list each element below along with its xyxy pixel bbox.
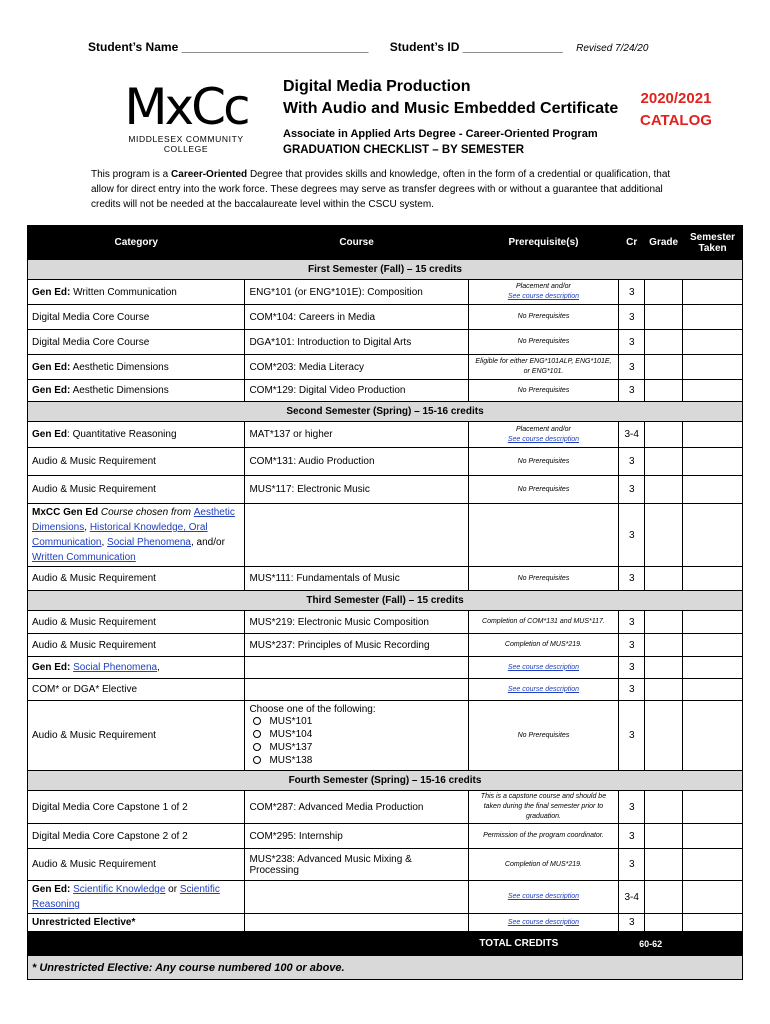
mxcc-logo [106, 78, 266, 154]
course [245, 914, 468, 932]
course [245, 881, 468, 914]
credits: 3 [619, 448, 645, 476]
gen-ed-link[interactable]: Historical Knowledge, Oral Communication [32, 522, 208, 548]
credits: 3 [619, 280, 645, 305]
option-label: MUS*137 [269, 742, 313, 753]
category: Audio & Music Requirement [28, 701, 245, 771]
grade-cell[interactable] [645, 849, 683, 881]
credits: 3 [619, 849, 645, 881]
semester-taken-cell[interactable] [683, 280, 743, 305]
intro-paragraph [91, 167, 691, 212]
prereq: Permission of the program coordinator. [468, 824, 619, 849]
prereq: Completion of MUS*219. [468, 849, 619, 881]
credits: 3 [619, 679, 645, 701]
total-row [28, 932, 743, 956]
grade-cell[interactable] [645, 504, 683, 567]
course: COM*287: Advanced Media Production [245, 791, 468, 824]
category-bold: Gen Ed: [32, 361, 71, 373]
col-cr: Cr [619, 226, 645, 260]
semester-taken-cell[interactable] [683, 849, 743, 881]
col-prereq: Prerequisite(s) [468, 226, 619, 260]
prereq: No Prerequisites [468, 476, 619, 504]
prereq [468, 504, 619, 567]
grade-cell[interactable] [645, 679, 683, 701]
course-description-link[interactable]: See course description [507, 293, 580, 300]
radio-circle-icon[interactable] [253, 756, 261, 764]
category-bold: Gen Ed: [32, 662, 71, 673]
course [245, 679, 468, 701]
semester-3-label: Third Semester (Fall) – 15 credits [28, 591, 743, 611]
logo-college-name: MIDDLESEX COMMUNITY COLLEGE [128, 134, 244, 154]
semester-taken-cell[interactable] [683, 657, 743, 679]
semester-taken-cell[interactable] [683, 448, 743, 476]
grade-cell[interactable] [645, 380, 683, 402]
category-bold: Gen Ed: [32, 286, 71, 298]
course-description-link[interactable]: See course description [507, 918, 580, 926]
course-option[interactable] [253, 728, 463, 741]
semester-taken-cell[interactable] [683, 380, 743, 402]
col-semester-taken: Semester Taken [683, 226, 743, 260]
credits: 3 [619, 657, 645, 679]
table-row: MxCC Gen Ed Course chosen from Aesthetic Dimensions, Historical Knowledge, Oral Communication, Social Phenomena, and/or Written Communication 3 [28, 504, 743, 567]
credits: 3 [619, 634, 645, 657]
category: Audio & Music Requirement [28, 849, 245, 881]
table-row [28, 305, 743, 330]
category: Audio & Music Requirement [28, 567, 245, 591]
grade-cell[interactable] [645, 422, 683, 448]
student-name-field[interactable]: Student’s Name ____________________________ [88, 40, 369, 54]
category: : Quantitative Reasoning [67, 429, 177, 440]
credits: 3 [619, 504, 645, 567]
course-description-link[interactable]: See course description [507, 685, 580, 693]
table-row [28, 914, 743, 932]
grade-cell[interactable] [645, 611, 683, 634]
category: Digital Media Core Capstone 2 of 2 [28, 824, 245, 849]
checklist-title: GRADUATION CHECKLIST – BY SEMESTER [283, 144, 525, 156]
gen-ed-link[interactable]: Social Phenomena [107, 537, 191, 548]
semester-taken-cell[interactable] [683, 881, 743, 914]
course: COM*295: Internship [245, 824, 468, 849]
prereq: Eligible for either ENG*101ALP, ENG*101E, or ENG*101. [468, 355, 619, 380]
option-label: MUS*138 [269, 755, 313, 766]
intro-bold: Career-Oriented [171, 169, 248, 180]
student-id-field[interactable]: Student’s ID _______________ [389, 40, 563, 54]
col-course: Course [245, 226, 468, 260]
table-row [28, 824, 743, 849]
semester-1-label: First Semester (Fall) – 15 credits [28, 260, 743, 280]
semester-4-label: Fourth Semester (Spring) – 15-16 credits [28, 771, 743, 791]
course-option[interactable] [253, 715, 463, 728]
prereq: No Prerequisites [468, 448, 619, 476]
connector-text: , and/or [191, 537, 225, 548]
semester-taken-cell[interactable] [683, 422, 743, 448]
table-row [28, 330, 743, 355]
credits: 3 [619, 791, 645, 824]
semester-header [28, 771, 743, 791]
table-row [28, 567, 743, 591]
table-row [28, 380, 743, 402]
total-empty-cell [683, 932, 743, 956]
category-bold: Gen Ed [32, 429, 68, 440]
credits: 3 [619, 476, 645, 504]
credits: 3 [619, 330, 645, 355]
table-row [28, 679, 743, 701]
category: Digital Media Core Course [28, 330, 245, 355]
semester-taken-cell[interactable] [683, 679, 743, 701]
course: MUS*238: Advanced Music Mixing & Processing [245, 849, 468, 881]
document-titles [283, 76, 618, 156]
table-row [28, 701, 743, 771]
grade-cell[interactable] [645, 280, 683, 305]
option-label: MUS*101 [269, 716, 313, 727]
semester-2-label: Second Semester (Spring) – 15-16 credits [28, 402, 743, 422]
col-category: Category [28, 226, 245, 260]
course-description-link[interactable]: See course description [507, 893, 580, 900]
semester-taken-cell[interactable] [683, 476, 743, 504]
credits: 3 [619, 611, 645, 634]
credits: 3 [619, 567, 645, 591]
category: Aesthetic Dimensions [70, 385, 169, 396]
semester-taken-cell[interactable] [683, 914, 743, 932]
program-subtitle: With Audio and Music Embedded Certificate [283, 100, 619, 117]
semester-header [28, 260, 743, 280]
intro-text-1: This program is a [91, 169, 172, 180]
semester-header [28, 591, 743, 611]
grade-cell[interactable] [645, 701, 683, 771]
course: MUS*237: Principles of Music Recording [245, 634, 468, 657]
gen-ed-link[interactable]: Social Phenomena [73, 662, 158, 673]
credits: 3 [619, 701, 645, 771]
grade-cell[interactable] [645, 914, 683, 932]
course: COM*104: Careers in Media [245, 305, 468, 330]
radio-circle-icon[interactable] [253, 743, 261, 751]
course: COM*129: Digital Video Production [245, 380, 468, 402]
category: COM* or DGA* Elective [28, 679, 245, 701]
table-header-row [28, 226, 743, 260]
program-title: Digital Media Production [283, 78, 471, 95]
degree-title: Associate in Applied Arts Degree - Career-Oriented Program [283, 128, 598, 140]
revised-date: Revised 7/24/20 [576, 43, 649, 54]
table-row [28, 448, 743, 476]
credits: 3-4 [619, 881, 645, 914]
catalog-year [640, 88, 712, 132]
prereq: Placement and/or [516, 425, 571, 433]
course-description-link[interactable]: See course description [507, 435, 580, 443]
credits: 3 [619, 380, 645, 402]
grade-cell[interactable] [645, 330, 683, 355]
course: MUS*117: Electronic Music [245, 476, 468, 504]
course: DGA*101: Introduction to Digital Arts [245, 330, 468, 355]
table-row: Gen Ed: Social Phenomena, See course description 3 [28, 657, 743, 679]
category: Written Communication [70, 286, 177, 298]
gen-ed-link[interactable]: Scientific Reasoning [32, 884, 220, 910]
course [245, 504, 468, 567]
course: ENG*101 (or ENG*101E): Composition [245, 280, 468, 305]
credits: 3 [619, 824, 645, 849]
intro-text-2: Degree that provides skills and knowledge, often in the form of a credential or qualification, that allow for direct entry into the work force. These degrees may serve as transfer degrees with or without a guarantee that additional credits will not be needed at the baccalaureate level within the CSCU system. [91, 169, 671, 210]
table-row [28, 476, 743, 504]
course: MAT*137 or higher [245, 422, 468, 448]
radio-circle-icon[interactable] [253, 730, 261, 738]
category: Digital Media Core Capstone 1 of 2 [28, 791, 245, 824]
semester-taken-cell[interactable] [683, 355, 743, 380]
grade-cell[interactable] [645, 881, 683, 914]
category: Audio & Music Requirement [28, 611, 245, 634]
category: Audio & Music Requirement [28, 634, 245, 657]
credits: 3 [619, 355, 645, 380]
option-label: MUS*104 [269, 729, 313, 740]
semester-taken-cell[interactable] [683, 330, 743, 355]
prereq: No Prerequisites [468, 380, 619, 402]
table-row [28, 611, 743, 634]
grade-cell[interactable] [645, 448, 683, 476]
catalog-year-text: 2020/2021 [640, 90, 712, 107]
course-options [249, 715, 463, 767]
grade-cell[interactable] [645, 355, 683, 380]
course: MUS*219: Electronic Music Composition [245, 611, 468, 634]
category-bold: MxCC Gen Ed [32, 507, 99, 518]
category: Audio & Music Requirement [28, 448, 245, 476]
course: COM*203: Media Literacy [245, 355, 468, 380]
table-row [28, 849, 743, 881]
total-credits-value: 60-62 [619, 932, 683, 956]
table-row [28, 881, 743, 914]
gen-ed-link[interactable]: Aesthetic Dimensions [32, 507, 235, 533]
semester-taken-cell[interactable] [683, 701, 743, 771]
grade-cell[interactable] [645, 305, 683, 330]
course: MUS*111: Fundamentals of Music [245, 567, 468, 591]
category: Unrestricted Elective* [28, 914, 245, 932]
prereq: No Prerequisites [468, 701, 619, 771]
semester-taken-cell[interactable] [683, 504, 743, 567]
radio-circle-icon[interactable] [253, 717, 261, 725]
course-description-link[interactable]: See course description [507, 663, 580, 671]
grade-cell[interactable] [645, 476, 683, 504]
category-italic: Course chosen from [98, 507, 194, 518]
prereq: Completion of COM*131 and MUS*117. [468, 611, 619, 634]
table-row [28, 634, 743, 657]
credits: 3-4 [619, 422, 645, 448]
credits: 3 [619, 914, 645, 932]
course: COM*131: Audio Production [245, 448, 468, 476]
logo-mark: MxCc [124, 78, 248, 136]
category: Aesthetic Dimensions [70, 361, 169, 373]
col-grade: Grade [645, 226, 683, 260]
credits: 3 [619, 305, 645, 330]
semester-taken-cell[interactable] [683, 611, 743, 634]
semester-taken-cell[interactable] [683, 567, 743, 591]
category: Digital Media Core Course [28, 305, 245, 330]
course [245, 657, 468, 679]
course-option[interactable] [253, 754, 463, 767]
footnote-row [28, 956, 743, 980]
choose-one-label: Choose one of the following: [249, 704, 376, 715]
footnote: * Unrestricted Elective: Any course numbered 100 or above. [28, 956, 743, 980]
total-credits-label: TOTAL CREDITS [28, 932, 619, 956]
semester-taken-cell[interactable] [683, 824, 743, 849]
semester-taken-cell[interactable] [683, 634, 743, 657]
category-bold: Gen Ed: [32, 385, 71, 396]
table-row [28, 422, 743, 448]
prereq: No Prerequisites [468, 305, 619, 330]
catalog-word: CATALOG [640, 112, 712, 129]
category-bold: Gen Ed: [32, 884, 71, 895]
grade-cell[interactable] [645, 657, 683, 679]
prereq: This is a capstone course and should be taken during the final semester prior to graduation. [468, 791, 619, 824]
gen-ed-link[interactable]: Scientific Knowledge [73, 884, 166, 895]
prereq: Completion of MUS*219. [468, 634, 619, 657]
semester-taken-cell[interactable] [683, 791, 743, 824]
semester-header [28, 402, 743, 422]
gen-ed-link[interactable]: Written Communication [32, 552, 136, 563]
checklist-table [27, 225, 743, 980]
prereq: Placement and/or [516, 283, 571, 290]
course-option[interactable] [253, 741, 463, 754]
grade-cell[interactable] [645, 824, 683, 849]
connector-text: or [165, 884, 180, 895]
table-row [28, 791, 743, 824]
table-row [28, 280, 743, 305]
semester-taken-cell[interactable] [683, 305, 743, 330]
student-info-line [88, 40, 648, 54]
category: Audio & Music Requirement [28, 476, 245, 504]
table-row [28, 355, 743, 380]
grade-cell[interactable] [645, 634, 683, 657]
grade-cell[interactable] [645, 567, 683, 591]
prereq: No Prerequisites [468, 567, 619, 591]
grade-cell[interactable] [645, 791, 683, 824]
prereq: No Prerequisites [468, 330, 619, 355]
